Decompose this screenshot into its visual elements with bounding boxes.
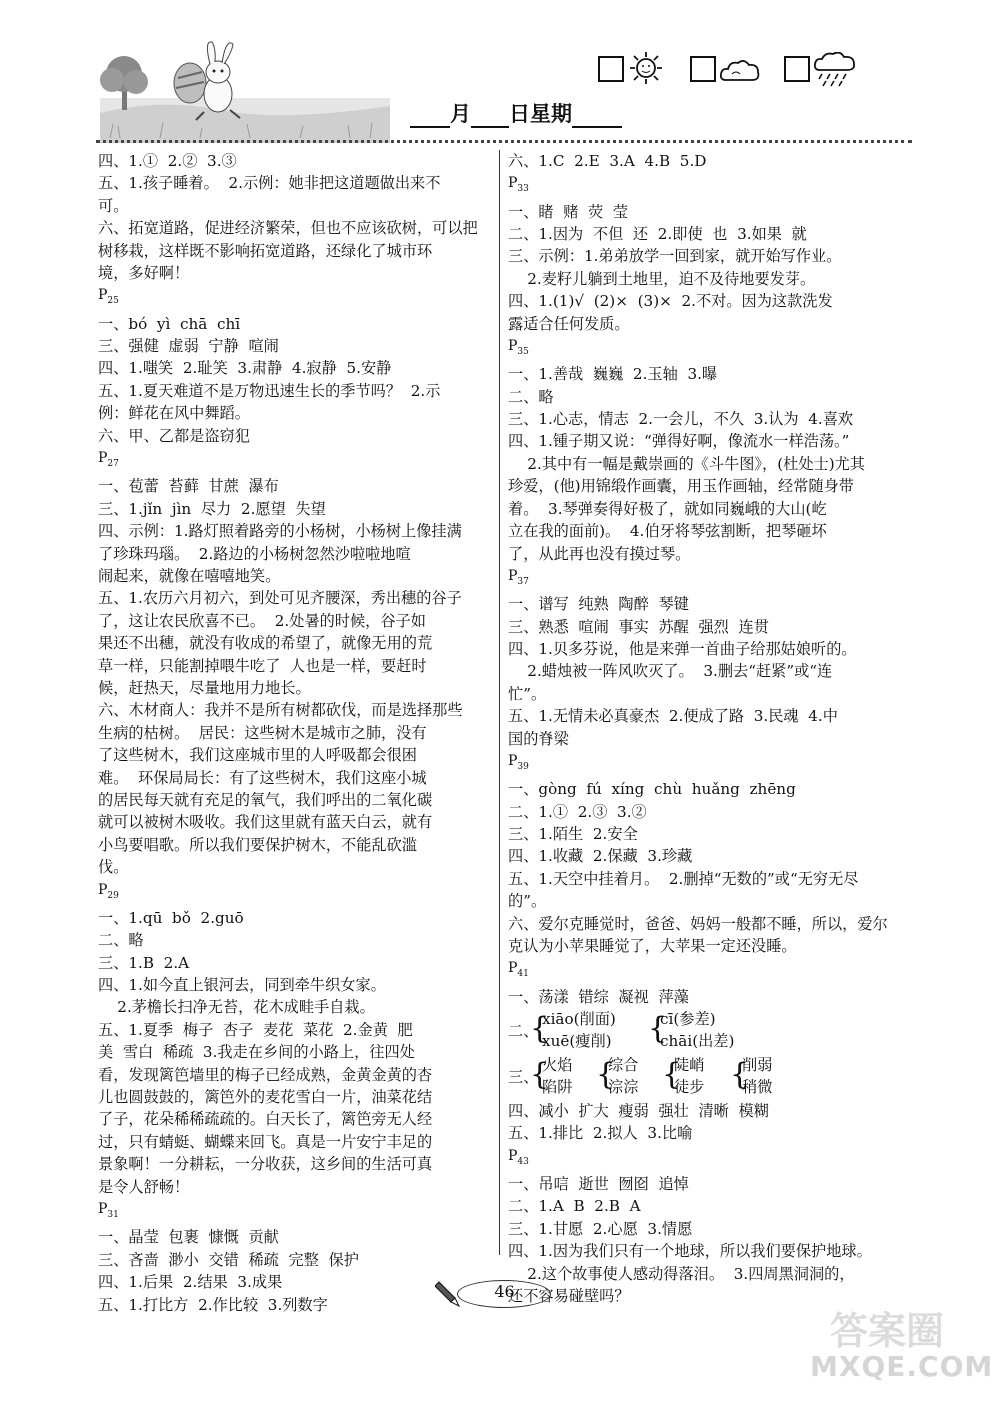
answer-line: 五、1.夏季 梅子 杏子 麦花 菜花 2.金黄 肥 xyxy=(98,1020,413,1039)
weekday-blank[interactable] xyxy=(572,104,622,128)
answer-line: 五、1.打比方 2.作比较 3.列数字 xyxy=(98,1295,328,1314)
answer-line: 五、1.排比 2.拟人 3.比喻 xyxy=(508,1124,693,1143)
answer-line: 二、1.A B 2.B A xyxy=(508,1197,641,1216)
answer-line: 美 雪白 稀疏 3.我走在乡间的小路上，往四处 xyxy=(98,1043,415,1062)
brace-lead: 二、 xyxy=(508,1022,539,1041)
answer-line: 六、拓宽道路，促进经济繁荣，但也不应该砍树，可以把 xyxy=(98,219,478,238)
answer-line: 四、1.因为我们只有一个地球，所以我们要保护地球。 xyxy=(508,1242,872,1261)
answer-line: 难。 环保局局长：有了这些树木，我们这座小城 xyxy=(98,768,427,787)
answer-line: 生病的枯树。 居民：这些树木是城市之肺，没有 xyxy=(98,723,427,742)
answer-line: 四、1.锺子期又说：“弹得好啊，像流水一样浩荡。” xyxy=(508,432,850,451)
brace-glyph: { xyxy=(530,1057,550,1093)
cloud-icon xyxy=(718,56,762,84)
answer-line: 闹起来，就像在嘻嘻地笑。 xyxy=(98,566,281,585)
answer-line: 四、1.贝多芬说，他是来弹一首曲子给那姑娘听的。 xyxy=(508,639,857,658)
answer-line: 一、吊唁 逝世 囫囵 追悼 xyxy=(508,1175,689,1194)
answer-line: 国的脊梁 xyxy=(508,729,569,748)
answer-line: 儿也圆鼓鼓的，篱笆外的麦花雪白一片，油菜花结 xyxy=(98,1088,433,1107)
page-ref-number: 37 xyxy=(517,576,529,587)
answer-line: 一、晶莹 包裹 慷慨 贡献 xyxy=(98,1228,279,1247)
answer-line: 果还不出穗，就没有收成的希望了，就像无用的荒 xyxy=(98,634,433,653)
answer-line: 2.蜡烛被一阵风吹灭了。 3.删去“赶紧”或“连 xyxy=(508,662,833,681)
month-blank[interactable] xyxy=(410,104,450,128)
date-line xyxy=(410,98,650,128)
header-divider xyxy=(96,140,912,147)
rabbit-illustration xyxy=(100,38,390,143)
page-ref-label: $P_{25}$ xyxy=(98,287,119,307)
answer-line: 例：鲜花在风中舞蹈。 xyxy=(98,404,250,423)
answer-line: 二、1.① 2.③ 3.② xyxy=(508,802,647,821)
answer-line: 三、1.陌生 2.安全 xyxy=(508,824,638,843)
brace-glyph: { xyxy=(730,1057,750,1093)
answer-line: 过，只有蜻蜓、蝴蝶来回飞。真是一片安宁丰足的 xyxy=(98,1132,433,1151)
answer-line: 三、熟悉 喧闹 事实 苏醒 强烈 连贯 xyxy=(508,617,769,636)
page-ref-number: 43 xyxy=(517,1156,529,1167)
answer-line: 五、1.无情未必真豪杰 2.便成了路 3.民魂 4.中 xyxy=(508,707,838,726)
answer-line: 三、1.B 2.A xyxy=(98,953,190,972)
page-ref-label: $P_{27}$ xyxy=(98,450,119,469)
answer-line: 一、荡漾 错综 凝视 萍藻 xyxy=(508,987,689,1006)
weather-selector xyxy=(598,50,868,90)
answer-line: 六、1.C 2.E 3.A 4.B 5.D xyxy=(508,152,707,170)
page-number: 46 xyxy=(494,1282,515,1301)
brace-item: xuē(瘦削) xyxy=(542,1032,612,1051)
answer-line: 了珍珠玛瑙。 2.路边的小杨树忽然沙啦啦地喧 xyxy=(98,544,411,563)
rainy-checkbox[interactable] xyxy=(784,56,810,82)
brace-glyph: { xyxy=(596,1057,616,1093)
brace-glyph: { xyxy=(648,1011,668,1047)
day-blank[interactable] xyxy=(471,104,509,128)
answer-line: 小鸟要唱歌。所以我们要保护树木，不能乱砍滥 xyxy=(98,835,417,854)
brace-item: chāi(出差) xyxy=(660,1032,735,1051)
answer-line: 一、苞蕾 苔藓 甘蔗 瀑布 xyxy=(98,477,279,496)
answer-line: 候，赶热天，尽量地用力地长。 xyxy=(98,678,311,697)
brace-item: 淙淙 xyxy=(608,1078,639,1097)
answer-line: 四、减小 扩大 瘦弱 强壮 清晰 模糊 xyxy=(508,1102,769,1121)
brace-item: 陷阱 xyxy=(542,1078,573,1097)
brace-lead: 三、 xyxy=(508,1068,539,1087)
answer-line: 三、1.jǐn jìn 尽力 2.愿望 失望 xyxy=(98,499,326,518)
page-ref-number: 39 xyxy=(517,761,529,772)
answer-line: 三、吝啬 渺小 交错 稀疏 完整 保护 xyxy=(98,1250,359,1269)
answer-line: 还不容易碰壁吗？ xyxy=(508,1287,630,1306)
page-ref-number: 41 xyxy=(517,969,529,980)
brace-item: 综合 xyxy=(608,1056,639,1075)
answer-line: 六、爱尔克睡觉时，爸爸、妈妈一般都不睡，所以，爱尔 xyxy=(508,914,888,933)
page-ref-label: $P_{31}$ xyxy=(98,1201,119,1220)
answer-line: 树移栽，这样既不影响拓宽道路，还绿化了城市环 xyxy=(98,241,433,260)
answer-line: 三、示例：1.弟弟放学一回到家，就开始写作业。 xyxy=(508,247,842,266)
answer-line: 四、1.嗤笑 2.耻笑 3.肃静 4.寂静 5.安静 xyxy=(98,359,392,378)
answer-line: 的”。 xyxy=(508,892,547,911)
answer-line: 克认为小苹果睡觉了，大苹果一定还没睡。 xyxy=(508,937,797,955)
answer-line: 二、略 xyxy=(508,387,554,406)
answer-line: 了这些树木，我们这座城市里的人呼吸都会很困 xyxy=(98,746,417,765)
page-footer xyxy=(435,1278,555,1314)
answer-line: 了子，花朵稀稀疏疏的。白天长了，篱笆旁无人经 xyxy=(98,1110,433,1129)
page-ref-number: 33 xyxy=(517,184,529,195)
month-label: 月 xyxy=(450,101,471,126)
page-ref-number: 35 xyxy=(517,346,529,357)
answer-line: 六、甲、乙都是盗窃犯 xyxy=(98,426,250,445)
answer-line: 一、1.qū bǒ 2.guō xyxy=(98,908,244,927)
page-ref-label: $P_{43}$ xyxy=(508,1147,529,1167)
brace-item: 削弱 xyxy=(742,1056,773,1075)
answer-line: 四、示例：1.路灯照着路旁的小杨树，小杨树上像挂满 xyxy=(98,522,462,541)
page-ref-number: 31 xyxy=(107,1209,119,1220)
brace-answer-row xyxy=(508,1054,906,1100)
answer-line: 五、1.孩子睡着。 2.示例：她非把这道题做出来不 xyxy=(98,174,441,193)
watermark-site: MXQE.COM xyxy=(810,1350,994,1383)
page-ref-label: $P_{29}$ xyxy=(98,881,119,901)
answer-line: 一、gòng fú xíng chù huǎng zhēng xyxy=(508,780,796,799)
answer-line: 二、略 xyxy=(98,931,144,950)
answer-line: 的居民每天就有充足的氧气，我们呼出的二氧化碳 xyxy=(98,790,433,809)
answer-line: 四、1.(1)√ (2)× (3)× 2.不对。因为这款洗发 xyxy=(508,292,833,311)
brace-item: 徒步 xyxy=(674,1078,705,1097)
answer-line: 三、1.心志，情志 2.一会儿，不久 3.认为 4.喜欢 xyxy=(508,410,854,429)
answer-line: 着。 3.琴弹奏得好极了，就如同巍峨的大山(屹 xyxy=(508,499,827,518)
page-ref-label: $P_{35}$ xyxy=(508,338,529,357)
answer-line: 三、强健 虚弱 宁静 喧闹 xyxy=(98,337,279,356)
answer-line: 2.其中有一幅是戴崇画的《斗牛图》，(杜处士)尤其 xyxy=(508,454,865,473)
brace-item: cī(参差) xyxy=(660,1010,716,1029)
answer-line: 2.这个故事使人感动得落泪。 3.四周黑洞洞的， xyxy=(508,1264,855,1283)
answer-line: 草一样，只能割掉喂牛吃了 人也是一样，要赶时 xyxy=(98,656,427,675)
page-ref-number: 29 xyxy=(107,890,119,901)
answer-line: 一、谱写 纯熟 陶醉 琴键 xyxy=(508,595,689,614)
page-ref-number: 25 xyxy=(107,296,119,307)
sun-icon xyxy=(626,50,666,86)
answer-line: 了，从此再也没有摸过琴。 xyxy=(508,544,691,563)
brace-answer-row xyxy=(508,1008,906,1054)
answer-line: 四、1.如今直上银河去，同到牵牛织女家。 xyxy=(98,976,386,995)
answer-line: 珍爱，(他)用锦缎作画囊，用玉作画轴，经常随身带 xyxy=(508,477,854,496)
answers-left-column xyxy=(98,150,494,1316)
answer-line: 就可以被树木吸收。我们这里就有蓝天白云，就有 xyxy=(98,813,433,832)
answer-line: 看，发现篱笆墙里的梅子已经成熟，金黄金黄的杏 xyxy=(98,1065,433,1084)
answer-line: 2.麦籽儿躺到土地里，迫不及待地要发芽。 xyxy=(508,269,816,288)
answer-line: 六、木材商人：我并不是所有树都砍伐，而是选择那些 xyxy=(98,701,463,720)
answer-line: 一、睹 赌 荧 莹 xyxy=(508,202,629,221)
watermark xyxy=(810,1300,994,1396)
answer-line: 伐。 xyxy=(98,858,129,877)
brace-glyph: { xyxy=(530,1011,550,1047)
answer-line: 四、1.① 2.② 3.③ xyxy=(98,152,237,170)
answer-line: 五、1.农历六月初六，到处可见齐腰深，秀出穗的谷子 xyxy=(98,589,462,608)
answer-line: 五、1.夏天难道不是万物迅速生长的季节吗？ 2.示 xyxy=(98,381,441,400)
page-ref-label: $P_{37}$ xyxy=(508,567,529,587)
answer-line: 可。 xyxy=(98,196,129,215)
column-divider xyxy=(499,150,500,1255)
answer-line: 露适合任何发质。 xyxy=(508,314,630,333)
page-ref-label: $P_{41}$ xyxy=(508,960,529,980)
page-ref-label: $P_{39}$ xyxy=(508,752,529,772)
answer-line: 2.茅檐长扫净无苔，花木成畦手自栽。 xyxy=(98,998,375,1017)
brace-glyph: { xyxy=(662,1057,682,1093)
answer-line: 一、1.善哉 巍巍 2.玉轴 3.曝 xyxy=(508,365,718,384)
cloudy-checkbox[interactable] xyxy=(690,56,716,82)
page-ref-number: 27 xyxy=(107,458,119,469)
answer-line: 了，这让农民欣喜不已。 2.处暑的时候，谷子如 xyxy=(98,611,426,630)
day-weekday-label: 日星期 xyxy=(509,101,572,126)
sunny-checkbox[interactable] xyxy=(598,56,624,82)
rain-cloud-icon xyxy=(812,52,858,88)
answer-line: 景象啊！一分耕耘，一分收获，这乡间的生活可真 xyxy=(98,1155,433,1174)
page-ref-label: $P_{33}$ xyxy=(508,175,529,195)
answer-line: 五、1.天空中挂着月。 2.删掉“无数的”或“无穷无尽 xyxy=(508,869,859,888)
brace-item: 火焰 xyxy=(542,1056,573,1075)
answer-line: 立在我的面前)。 4.伯牙将琴弦割断，把琴砸坏 xyxy=(508,522,827,541)
brace-item: 陡峭 xyxy=(674,1056,705,1075)
answer-line: 三、1.甘愿 2.心愿 3.情愿 xyxy=(508,1219,693,1238)
answer-line: 忙”。 xyxy=(508,684,547,703)
answer-line: 是令人舒畅！ xyxy=(98,1177,190,1196)
answer-line: 一、bó yì chā chī xyxy=(98,314,241,333)
brace-item: xiāo(削面) xyxy=(542,1010,616,1029)
brace-item: 稍微 xyxy=(742,1078,773,1097)
answer-line: 境，多好啊！ xyxy=(98,264,190,283)
answer-line: 四、1.收藏 2.保藏 3.珍藏 xyxy=(508,847,693,866)
answer-line: 四、1.后果 2.结果 3.成果 xyxy=(98,1273,283,1292)
watermark-logo: 答案圈 xyxy=(830,1309,945,1353)
answer-line: 二、1.因为 不但 还 2.即使 也 3.如果 就 xyxy=(508,225,807,244)
answers-right-column xyxy=(508,150,906,1307)
